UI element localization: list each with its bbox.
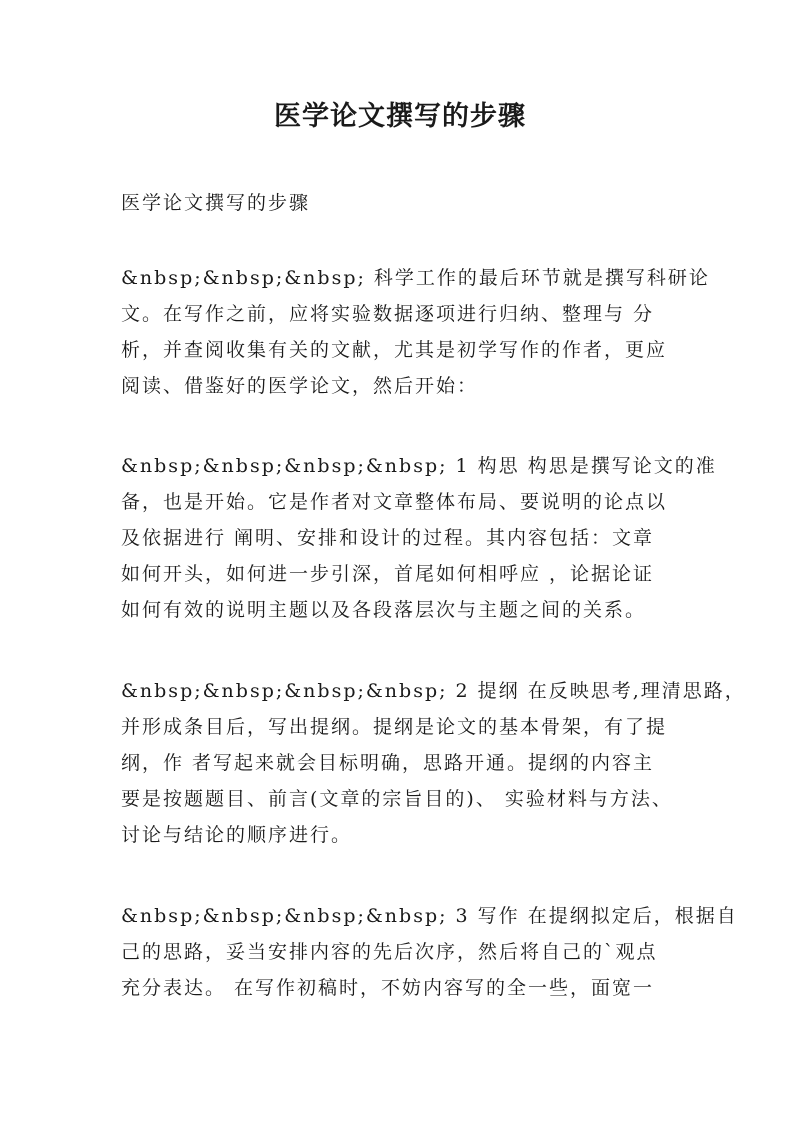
document-subtitle: 医学论文撰写的步骤 xyxy=(121,192,311,214)
text-line: 及依据进行 阐明、安排和设计的过程。其内容包括：文章 xyxy=(121,527,655,549)
text-line: 要是按题题目、前言(文章的宗旨目的)、 实验材料与方法、 xyxy=(121,788,673,810)
text-line: 己的思路，妥当安排内容的先后次序，然后将自己的`观点 xyxy=(121,941,658,963)
text-line: 文。在写作之前，应将实验数据逐项进行归纳、整理与 分 xyxy=(121,303,655,325)
text-line: 讨论与结论的顺序进行。 xyxy=(121,824,353,846)
paragraph-intro xyxy=(121,260,710,404)
paragraph-writing xyxy=(121,898,738,1006)
text-line: &nbsp;&nbsp;&nbsp;&nbsp; 2 提纲 在反映思考,理清思路， xyxy=(121,680,746,702)
text-line: 如何开头，如何进一步引深，首尾如何相呼应 ，论据论证 xyxy=(121,563,655,585)
text-line: 如何有效的说明主题以及各段落层次与主题之间的关系。 xyxy=(121,599,647,621)
text-line: &nbsp;&nbsp;&nbsp;&nbsp; 3 写作 在提纲拟定后，根据自 xyxy=(121,905,738,927)
text-line: 备，也是开始。它是作者对文章整体布局、要说明的论点以 xyxy=(121,491,668,513)
text-line: &nbsp;&nbsp;&nbsp; 科学工作的最后环节就是撰写科研论 xyxy=(121,267,710,289)
text-line: &nbsp;&nbsp;&nbsp;&nbsp; 1 构思 构思是撰写论文的准 xyxy=(121,455,717,477)
document-title: 医学论文撰写的步骤 xyxy=(274,101,526,132)
paragraph-outline xyxy=(121,673,746,853)
text-line: 充分表达。 在写作初稿时，不妨内容写的全一些，面宽一 xyxy=(121,977,655,999)
text-line: 阅读、借鉴好的医学论文，然后开始： xyxy=(121,375,479,397)
paragraph-conception xyxy=(121,448,717,628)
text-line: 析，并查阅收集有关的文献，尤其是初学写作的作者，更应 xyxy=(121,339,668,361)
text-line: 纲，作 者写起来就会目标明确，思路开通。提纲的内容主 xyxy=(121,752,655,774)
text-line: 并形成条目后，写出提纲。提纲是论文的基本骨架，有了提 xyxy=(121,716,668,738)
